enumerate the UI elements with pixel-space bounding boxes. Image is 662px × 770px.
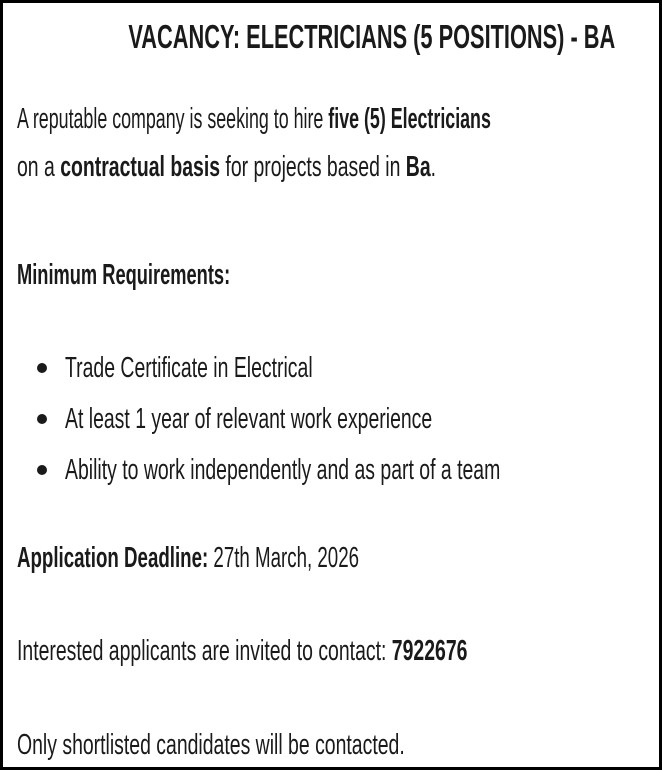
intro-text: for projects based in [220,151,406,183]
deadline-date: 27th March, 2026 [208,542,360,574]
shortlist-note-text: Only shortlisted candidates will be contacted. [17,729,405,761]
positions-count: five (5) Electricians [328,103,491,135]
deadline-label: Application Deadline: [17,542,209,574]
intro-line-2 [17,149,642,185]
contact-line-text [17,633,467,669]
contact-number: 7922676 [391,635,468,667]
intro-line-1 [17,101,662,137]
contract-type: contractual basis [60,151,221,183]
bullet-icon [37,465,47,475]
intro-text: on a [17,151,61,183]
intro-line-1-text [17,101,491,137]
contact-text: Interested applicants are invited to contact: [17,635,392,667]
requirements-heading-text: Minimum Requirements: [17,259,231,291]
application-deadline [17,540,547,576]
location: Ba [405,151,431,183]
requirements-heading [17,257,355,293]
vacancy-title-text: VACANCY: ELECTRICIANS (5 POSITIONS) - BA [128,18,616,55]
intro-text: A reputable company is seeking to hire [17,103,329,135]
requirement-text: Trade Certificate in Electrical [65,352,313,384]
requirement-text: At least 1 year of relevant work experience [65,403,433,435]
contact-line [17,633,662,669]
bullet-icon [37,414,47,424]
application-deadline-text [17,540,359,576]
bullet-icon [37,363,47,373]
intro-text: . [430,151,437,183]
intro-line-2-text [17,149,436,185]
shortlist-note [17,727,596,763]
requirement-text: Ability to work independently and as part of a team [65,454,501,486]
vacancy-title [3,17,659,57]
